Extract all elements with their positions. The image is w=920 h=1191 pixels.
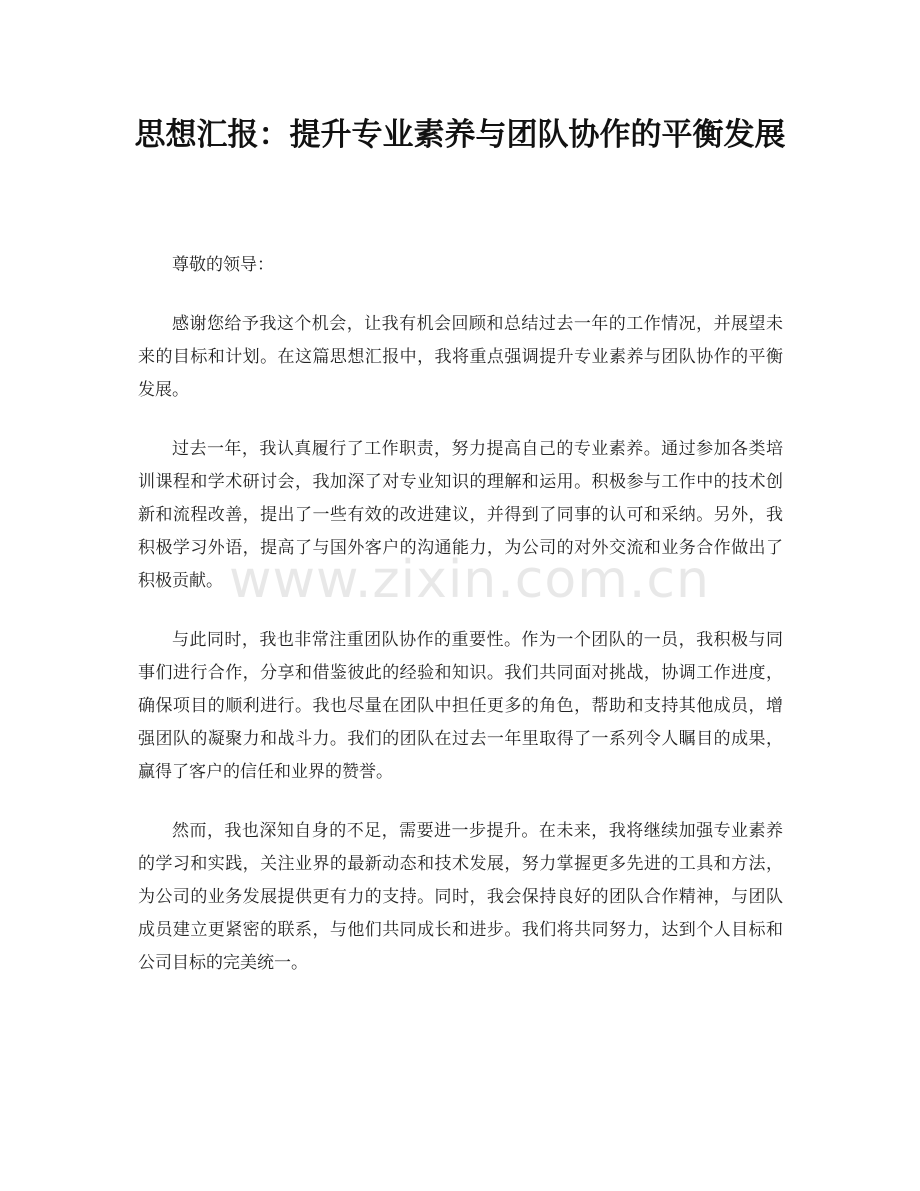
document-title: 思想汇报：提升专业素养与团队协作的平衡发展 <box>134 117 786 153</box>
watermark: www.zixin.com.cn <box>229 550 710 610</box>
salutation: 尊敬的领导： <box>172 255 274 275</box>
paragraph-3: 与此同时，我也非常注重团队协作的重要性。作为一个团队的一员，我积极与同事们进行合作，分享和借鉴彼此的经验和知识。我们共同面对挑战，协调工作进度，确保项目的顺利进行。我也尽量在团队中担任更多的角色，帮助和支持其他成员，增强团队的凝聚力和战斗力。我们的团队在过去一年里取得了一系列令人瞩目的成果，赢得了客户的信任和业界的赞誉。 <box>138 630 783 782</box>
paragraph-2: 过去一年，我认真履行了工作职责，努力提高自己的专业素养。通过参加各类培训课程和学术研讨会，我加深了对专业知识的理解和运用。积极参与工作中的技术创新和流程改善，提出了一些有效的改进建议，并得到了同事的认可和采纳。另外，我积极学习外语，提高了与国外客户的沟通能力，为公司的对外交流和业务合作做出了积极贡献。 <box>138 439 783 591</box>
paragraph-4: 然而，我也深知自身的不足，需要进一步提升。在未来，我将继续加强专业素养的学习和实践，关注业界的最新动态和技术发展，努力掌握更多先进的工具和方法，为公司的业务发展提供更有力的支持。同时，我会保持良好的团队合作精神，与团队成员建立更紧密的联系，与他们共同成长和进步。我们将共同努力，达到个人目标和公司目标的完美统一。 <box>138 821 783 973</box>
document-body <box>138 249 783 1006</box>
paragraph-1: 感谢您给予我这个机会，让我有机会回顾和总结过去一年的工作情况，并展望未来的目标和计划。在这篇思想汇报中，我将重点强调提升专业素养与团队协作的平衡发展。 <box>138 314 783 400</box>
